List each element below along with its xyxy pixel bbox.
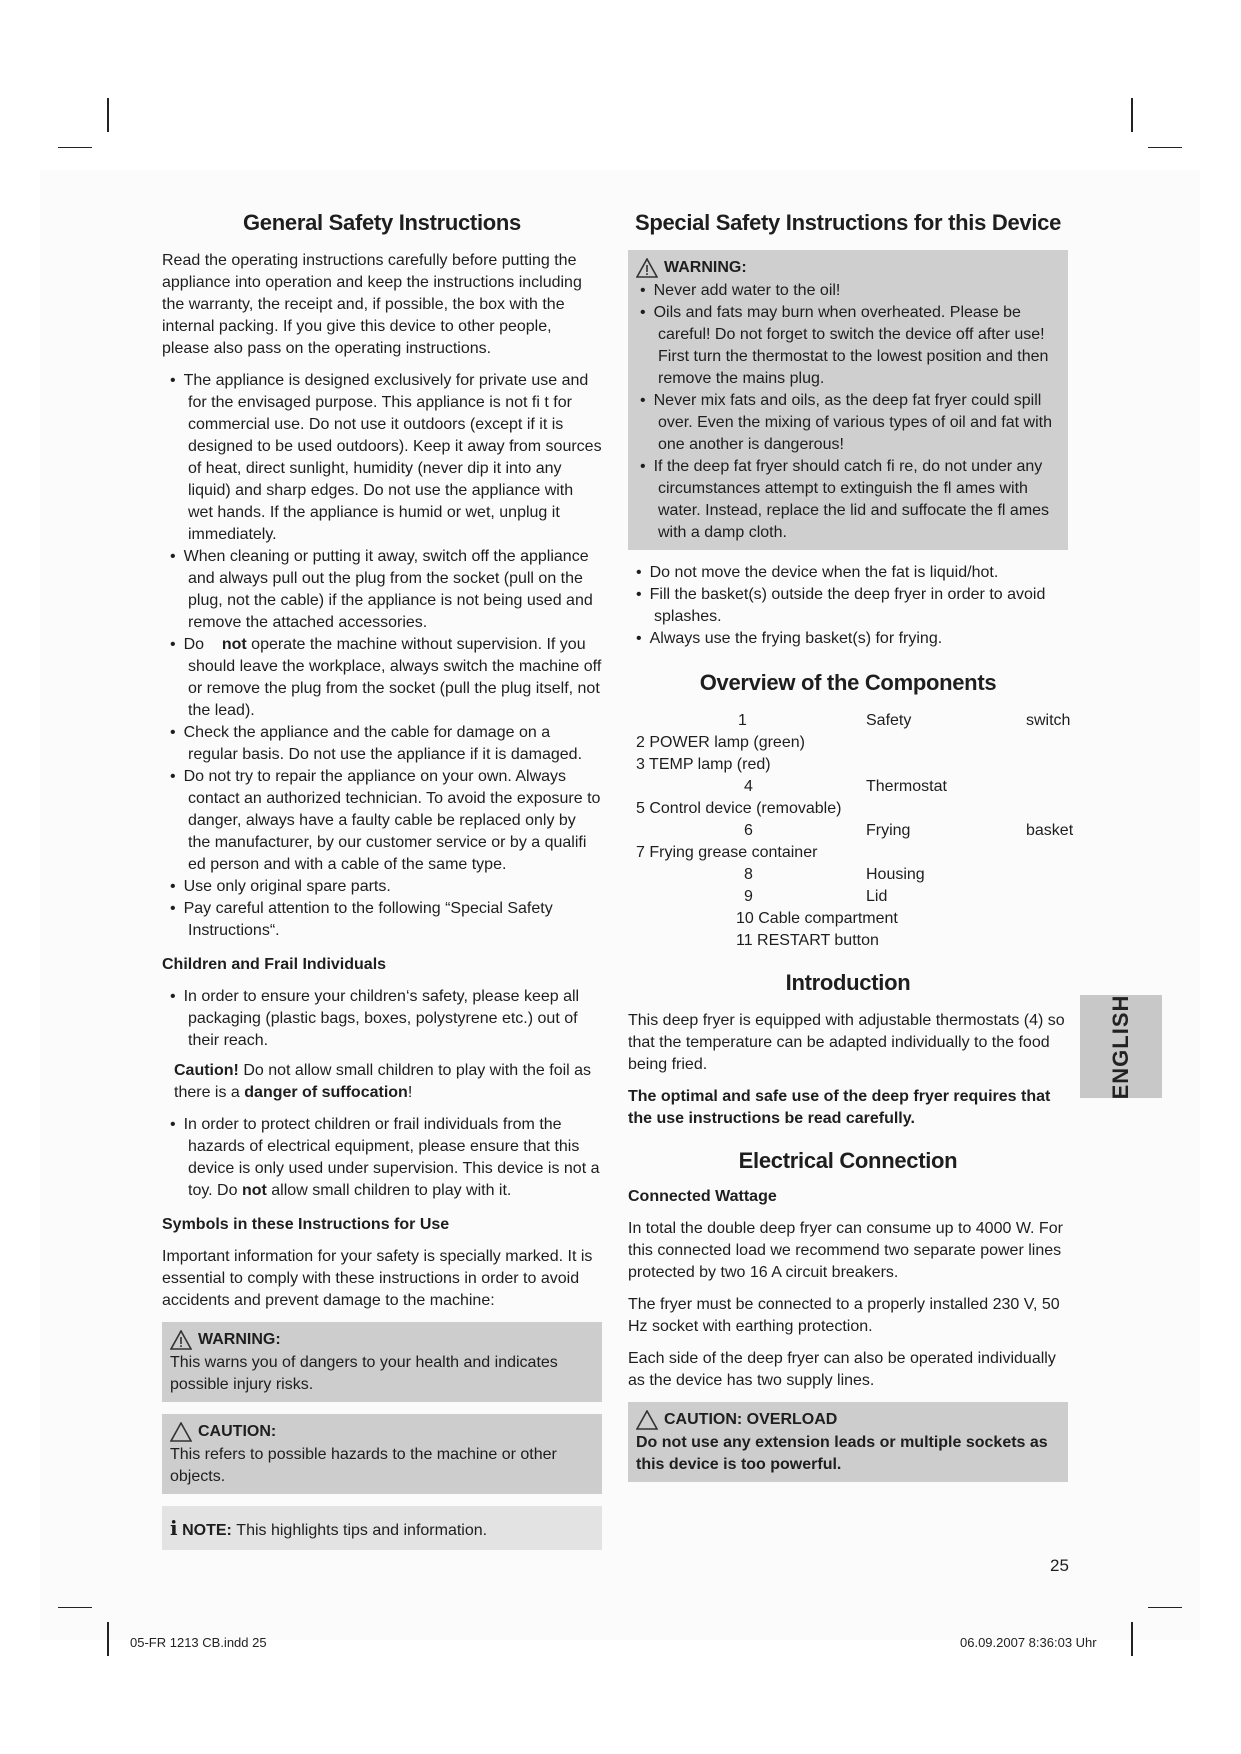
caution-box [162,1414,602,1494]
component-number: 8 [744,866,753,883]
note-text: This highlights tips and information. [236,1522,488,1539]
symbols-text: Important information for your safety is specially marked. It is essential to comply with these instructions in order to avoid accidents and prevent damage to the machine: [162,1248,593,1309]
do-text: Do [183,636,205,653]
warning-label: WARNING: [664,259,747,276]
list-item: • Use only original spare parts. [162,876,602,898]
frail-list [162,1114,602,1202]
component-label: Housing [866,866,925,883]
do-not-rest: operate the machine without supervision. If you should leave the workplace, always switch the machine off or remove the plug from the socket (pull the plug itself, not the lead). [188,636,602,719]
component-label: Safety [866,712,912,729]
component-label: Thermostat [866,778,947,795]
wattage-heading: Connected Wattage [628,1188,777,1205]
introduction-title: Introduction [785,970,911,995]
list-item: • Check the appliance and the cable for damage on a regular basis. Do not use the appliance if it is damaged. [162,722,602,766]
component-number: 4 [744,778,753,795]
components-table [628,710,1074,952]
general-safety-title: General Safety Instructions [243,210,521,235]
note-box [162,1506,602,1550]
component-label: basket [1026,822,1074,839]
language-tab [1080,995,1162,1098]
caution-triangle-icon [636,1410,658,1430]
component-number: 9 [744,888,753,905]
children-list [162,986,602,1052]
info-icon: i [170,1516,178,1540]
electrical-title: Electrical Connection [738,1148,958,1173]
right-column [628,210,1074,1494]
warning-items [636,280,1060,544]
caution-end: ! [407,1084,413,1101]
note-label: NOTE: [182,1522,232,1539]
component-row: 10 Cable compartment [736,910,898,927]
list-item: • In order to ensure your children‘s safety, please keep all packaging (plastic bags, boxes, polystyrene etc.) out of their reach. [162,986,602,1052]
crop-mark [1131,1622,1133,1656]
language-tab-label: ENGLISH [1108,994,1133,1099]
caution-label: Caution! [174,1062,239,1079]
crop-mark [107,98,109,132]
overload-text: Do not use any extension leads or multiple sockets as this device is too powerful. [636,1434,1048,1473]
general-bullets [162,370,602,942]
electrical-text: The fryer must be connected to a properly installed 230 V, 50 Hz socket with earthing protection. [628,1296,1060,1335]
component-row: 5 Control device (removable) [636,800,842,817]
list-item [162,634,602,722]
introduction-text: This deep fryer is equipped with adjustable thermostats (4) so that the temperature can be adapted individually to the food being fried. [628,1012,1065,1073]
crop-mark [58,147,92,148]
list-item: • Pay careful attention to the following “Special Safety Instructions“. [162,898,602,942]
overload-label: CAUTION: OVERLOAD [664,1411,838,1428]
not-emphasis: not [221,636,247,653]
special-warning-box [628,250,1068,550]
footer-timestamp: 06.09.2007 8:36:03 Uhr [960,1635,1097,1650]
general-intro: Read the operating instructions carefully before putting the appliance into operation and keep the instructions including the warranty, the receipt and, if possible, the box with the internal packing. If you give this device to other people, please also pass on the operating instructions. [162,252,582,357]
warning-box [162,1322,602,1402]
electrical-text: Each side of the deep fryer can also be operated individually as the device has two supply lines. [628,1350,1056,1389]
list-item: • Always use the frying basket(s) for frying. [628,628,1068,650]
crop-mark [1148,1607,1182,1608]
caution-text: Do not allow small children to play with the foil as there is a [174,1062,592,1101]
list-item [162,1114,602,1202]
crop-mark [1131,98,1133,132]
list-item: • If the deep fat fryer should catch fi re, do not under any circumstances attempt to extinguish the fl ames with water. Instead, replace the lid and suffocate the fl ames with a damp cloth. [636,456,1060,544]
component-number: 1 [738,712,747,729]
list-item: • Do not move the device when the fat is liquid/hot. [628,562,1068,584]
children-heading: Children and Frail Individuals [162,956,387,973]
special-items [628,562,1068,650]
warning-text: This warns you of dangers to your health and indicates possible injury risks. [170,1354,558,1393]
component-number: 6 [744,822,753,839]
caution-triangle-icon [170,1422,192,1442]
warning-triangle-icon [170,1330,192,1350]
overview-title: Overview of the Components [699,670,997,695]
component-row [628,886,1068,908]
frail-text-end: allow small children to play with it. [271,1182,512,1199]
crop-mark [58,1607,92,1608]
frail-text: In order to protect children or frail individuals from the hazards of electrical equipment, please ensure that this device is only used under supervision. This device is not a toy. Do [183,1116,600,1199]
suffocation-emphasis: danger of suffocation [244,1084,408,1101]
component-label: switch [1026,712,1071,729]
crop-mark [107,1622,109,1656]
component-row [628,820,1074,842]
component-row: 2 POWER lamp (green) [636,734,805,751]
symbols-heading: Symbols in these Instructions for Use [162,1216,450,1233]
caution-box-text: This refers to possible hazards to the machine or other objects. [170,1446,557,1485]
crop-mark [1148,147,1182,148]
electrical-text: In total the double deep fryer can consume up to 4000 W. For this connected load we recommend two separate power lines protected by two 16 A circuit breakers. [628,1220,1063,1281]
introduction-bold: The optimal and safe use of the deep fryer requires that the use instructions be read carefully. [628,1088,1051,1127]
list-item: • Never mix fats and oils, as the deep fat fryer could spill over. Even the mixing of various types of oil and fat with one another is dangerous! [636,390,1060,456]
page-number: 25 [1050,1556,1069,1575]
list-item: • Oils and fats may burn when overheated. Please be careful! Do not forget to switch the device off after use! First turn the thermostat to the lowest position and then remove the mains plug. [636,302,1060,390]
not-emphasis: not [241,1182,267,1199]
list-item: • The appliance is designed exclusively for private use and for the envisaged purpose. This appliance is not fi t for commercial use. Do not use it outdoors (except if it is designed to be used outdoors). Keep it away from sources of heat, direct sunlight, humidity (never dip it into any liquid) and sharp edges. Do not use the appliance with wet hands. If the appliance is humid or wet, unplug it immediately. [162,370,602,546]
component-row [628,776,1068,798]
component-row [628,710,1071,732]
component-row [628,864,1068,886]
component-row: 7 Frying grease container [636,844,818,861]
warning-label: WARNING: [198,1331,281,1348]
list-item: • Fill the basket(s) outside the deep fryer in order to avoid splashes. [628,584,1068,628]
suffocation-caution [162,1060,602,1104]
component-label: Lid [866,888,888,905]
component-row: 3 TEMP lamp (red) [636,756,771,773]
component-label: Frying [866,822,911,839]
special-safety-title: Special Safety Instructions for this Device [634,210,1061,235]
overload-caution-box [628,1402,1068,1482]
caution-box-label: CAUTION: [198,1423,277,1440]
list-item: • When cleaning or putting it away, switch off the appliance and always pull out the plug from the socket (pull on the plug, not the cable) if the appliance is not being used and remove the attached accessories. [162,546,602,634]
left-column [162,210,602,1562]
footer-file: 05-FR 1213 CB.indd 25 [130,1635,267,1650]
list-item: • Never add water to the oil! [636,280,1060,302]
list-item: • Do not try to repair the appliance on your own. Always contact an authorized technician. To avoid the exposure to danger, always have a faulty cable be replaced only by the manufacturer, by our customer service or by a qualifi ed person and with a cable of the same type. [162,766,602,876]
component-row: 11 RESTART button [736,932,879,949]
warning-triangle-icon [636,258,658,278]
